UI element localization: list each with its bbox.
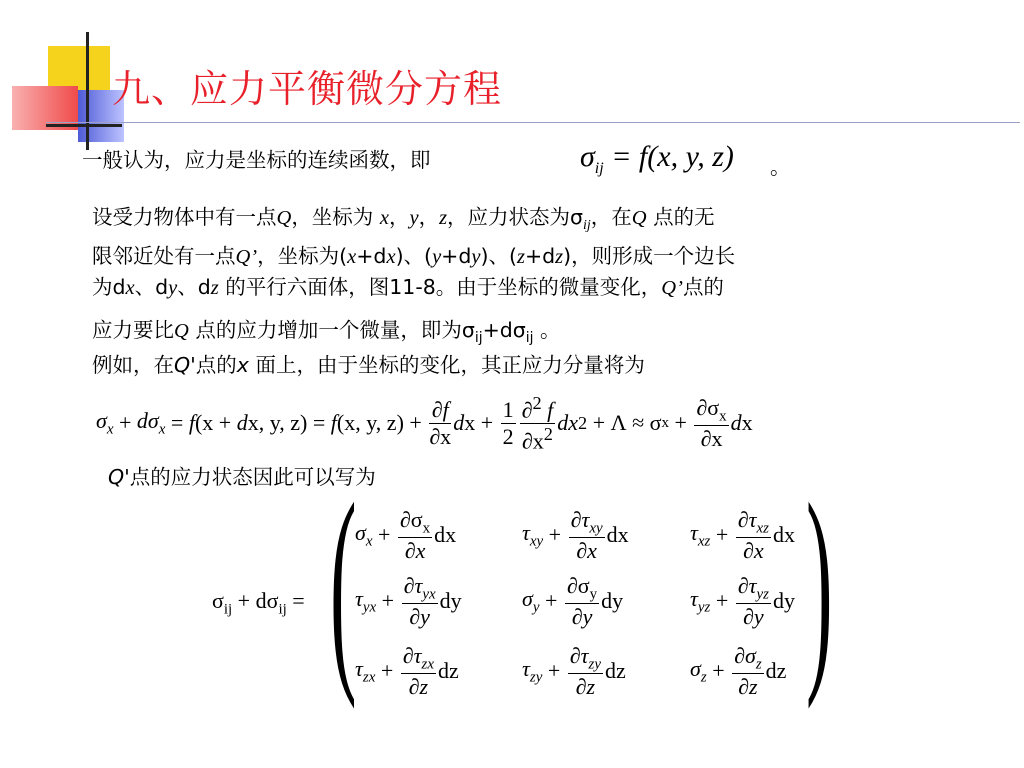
matrix-cell-1-3: $\tau_{xz}$ + $\frac{\partial\tau_{xz}}{\partial x}$ dx (690, 506, 795, 564)
matrix-cell-3-1: $\tau_{zx}$ + $\frac{\partial\tau_{zx}}{\partial z}$ dz (355, 642, 459, 700)
matrix-cell-1-1: $\sigma_x$ + $\frac{\partial\sigma_x}{\partial x}$ dx (355, 506, 457, 564)
matrix-right-paren: ) (806, 458, 833, 710)
matrix-cell-3-2: $\tau_{zy}$ + $\frac{\partial\tau_{zy}}{\partial z}$ dz (522, 642, 626, 700)
matrix-cell-3-3: $\sigma_z$ + $\frac{\partial\sigma_z}{\partial z}$ dz (690, 642, 787, 700)
matrix-cell-2-2: $\sigma_y$ + $\frac{\partial\sigma_y}{\partial y}$ dy (522, 572, 624, 630)
matrix-cell-1-2: $\tau_{xy}$ + $\frac{\partial\tau_{xy}}{\partial x}$ dx (522, 506, 629, 564)
paragraph-1-line-1: 设受力物体中有一点Q，坐标为 x，y，z，应力状态为$\sigma_{ij}$，在Q 点的无 (92, 205, 715, 234)
matrix-lhs: $\sigma_{ij} + d\sigma_{ij}$ = (212, 588, 305, 618)
intro-text: 一般认为，应力是坐标的连续函数，即 (82, 148, 431, 172)
paragraph-3: Q'点的应力状态因此可以写为 (108, 465, 376, 489)
paragraph-1-line-4: 应力要比Q 点的应力增加一个微量，即为$\sigma_{ij}+d\sigma_{ij}$ 。 (92, 318, 561, 347)
function-formula: $\sigma_{ij} = f(x$, y, z) (580, 140, 734, 177)
paragraph-1-line-2: 限邻近处有一点Q’，坐标为(x+dx)、(y+dy)、(z+dz)，则形成一个边长 (92, 244, 736, 269)
paragraph-1-line-3: 为dx、dy、dz 的平行六面体，图11-8。由于坐标的微量变化，Q’点的 (92, 275, 724, 300)
paragraph-1 (92, 202, 972, 353)
intro-period: 。 (770, 155, 791, 179)
logo-vertical-line (86, 32, 89, 150)
intro-line (82, 145, 431, 175)
matrix-left-paren: ( (330, 458, 357, 710)
matrix-cell-2-1: $\tau_{yx}$ + $\frac{\partial\tau_{yx}}{\partial y}$ dy (355, 572, 462, 630)
matrix-cell-2-3: $\tau_{yz}$ + $\frac{\partial\tau_{yz}}{\partial y}$ dy (690, 572, 795, 630)
title-divider (46, 122, 1020, 123)
paragraph-2: 例如，在Q'点的x 面上，由于坐标的变化，其正应力分量将为 (92, 353, 645, 377)
taylor-expansion-equation: $\sigma_x$ + $d\sigma_x$ = f (x + d x, y, z) = f (x, y, z) + $\frac{\partial f}{\partial x}$ d x + $\frac{1}{2}$ $\frac{\partial^2 f}{\partial x^2}$ dx 2 + Λ ≈ σ x + $\frac{\partial\sigma_x}{\partial x}$ d x (96, 392, 753, 453)
page-title: 九、应力平衡微分方程 (112, 67, 503, 111)
logo-horizontal-line (46, 124, 122, 127)
